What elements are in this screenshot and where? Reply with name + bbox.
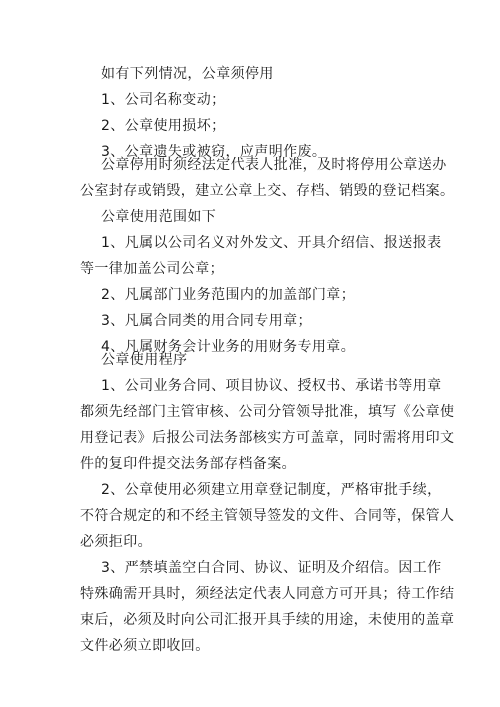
text-line: 2、凡属部门业务范围内的加盖部门章； — [101, 287, 356, 303]
text-line: 文件必须立即收回。 — [80, 638, 210, 654]
paragraph-suspension-procedure — [80, 152, 455, 204]
text-line: 2、公章使用损坏； — [101, 118, 226, 134]
text-line: 公室封存或销毁，建立公章上交、存档、销毁的登记档案。 — [80, 183, 455, 199]
text-line: 1、公司业务合同、项目协议、授权书、承诺书等用章 — [101, 378, 442, 394]
text-line: 用登记表》后报公司法务部核实方可盖章，同时需将用印文 — [80, 430, 455, 446]
text-line: 不符合规定的和不经主管领导签发的文件、合同等，保管人 — [80, 508, 455, 524]
paragraph-suspension-intro — [80, 61, 430, 87]
paragraph-scope-item-2 — [80, 282, 430, 308]
paragraph-procedure-item-3 — [80, 555, 455, 659]
paragraph-procedure-heading — [80, 347, 430, 373]
text-line: 必须拒印。 — [80, 534, 152, 550]
text-line: 等一律加盖公司公章； — [80, 261, 224, 277]
paragraph-scope-item-1 — [80, 230, 442, 282]
paragraph-procedure-item-1 — [80, 373, 455, 477]
text-line: 3、凡属合同类的用合同专用章； — [101, 313, 312, 329]
text-line: 件的复印件提交法务部存档备案。 — [80, 456, 296, 472]
text-line: 都须先经部门主管审核、公司分管领导批准，填写《公章使 — [80, 404, 455, 420]
text-line: 特殊确需开具时，须经法定代表人同意方可开具；待工作结 — [80, 586, 455, 602]
text-line: 公章使用程序 — [101, 352, 188, 368]
paragraph-suspension-item-2 — [80, 113, 430, 139]
text-line: 公章停用时须经法定代表人批准，及时将停用公章送办 — [101, 157, 447, 173]
text-line: 4、凡属财务会计业务的用财务专用章。 — [101, 339, 356, 355]
text-line: 1、凡属以公司名义对外发文、开具介绍信、报送报表 — [101, 235, 442, 251]
text-line: 1、公司名称变动； — [101, 92, 226, 108]
text-line: 束后，必须及时向公司汇报开具手续的用途，未使用的盖章 — [80, 612, 455, 628]
text-line: 如有下列情况，公章须停用 — [101, 66, 274, 82]
text-line: 公章使用范围如下 — [101, 209, 217, 225]
text-line: 2、公章使用必须建立用章登记制度，严格审批手续， — [101, 482, 442, 498]
text-line: 3、公章遗失或被窃，应声明作废。 — [101, 144, 327, 160]
paragraph-scope-heading — [80, 204, 430, 230]
paragraph-procedure-item-2 — [80, 477, 455, 555]
text-line: 3、严禁填盖空白合同、协议、证明及介绍信。因工作 — [101, 560, 442, 576]
paragraph-scope-item-3 — [80, 308, 430, 334]
paragraph-suspension-item-1 — [80, 87, 430, 113]
